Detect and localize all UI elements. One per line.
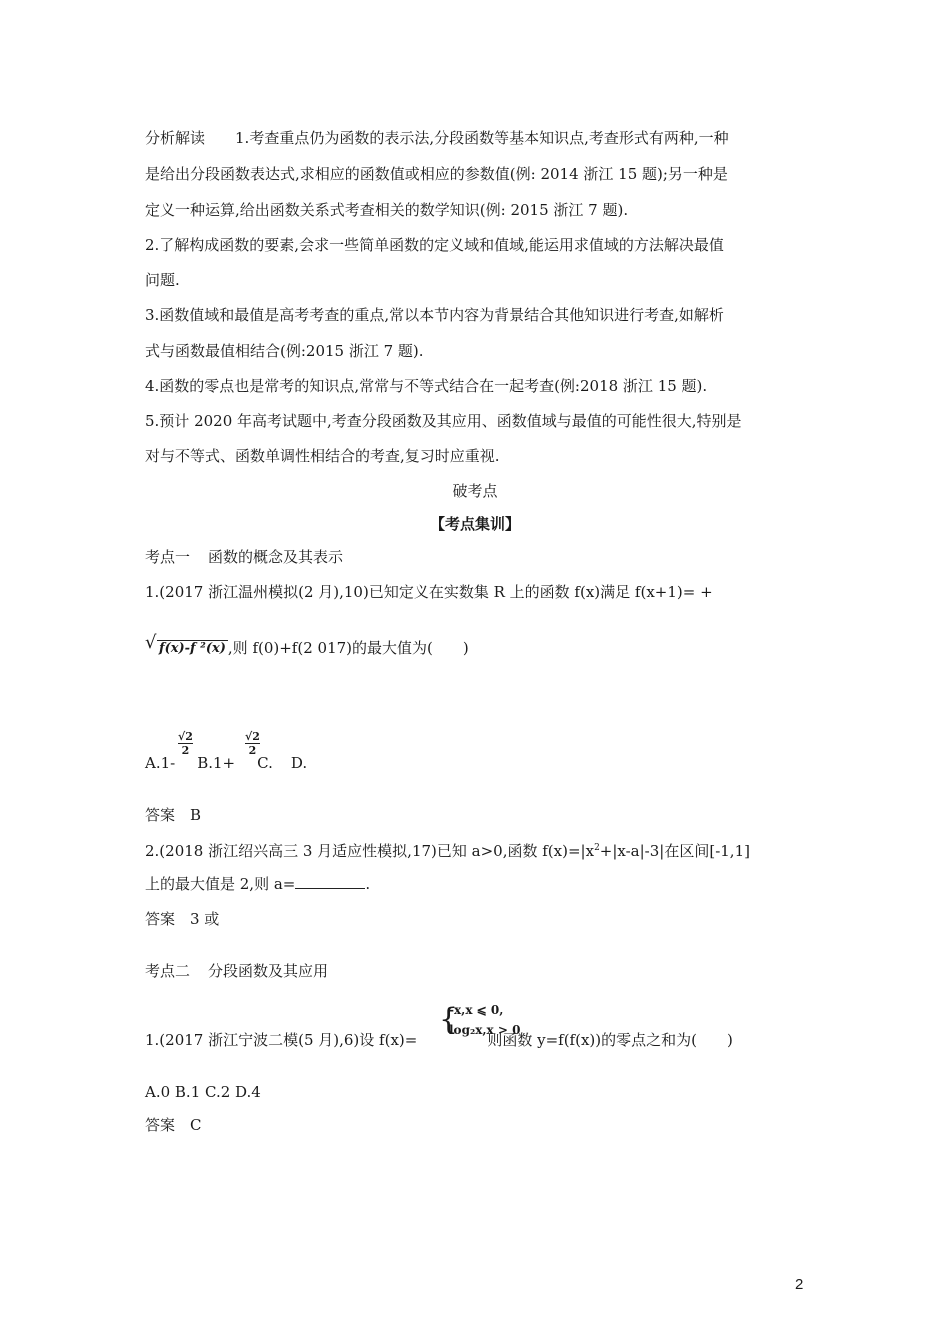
answer: 答案 3 或	[145, 910, 220, 928]
analysis-line: 定义一种运算,给出函数关系式考查相关的数学知识(例: 2015 浙江 7 题).	[145, 201, 629, 219]
analysis-label: 分析解读	[145, 129, 206, 147]
topic-name: 函数的概念及其表示	[208, 548, 344, 566]
fraction-a: $\frac{√2}{2}$	[178, 730, 193, 757]
topic-number: 考点二	[145, 962, 191, 980]
choices-row	[145, 753, 307, 773]
analysis-line: 2.了解构成函数的要素,会求一些简单函数的定义域和值域,能运用求值域的方法解决最值	[145, 236, 724, 254]
fraction-b: $\frac{√2}{2}$	[245, 730, 260, 757]
choice-c: C.	[257, 754, 273, 772]
sqrt-formula: √ f(x)-f ²(x)	[145, 632, 226, 656]
analysis-line: 式与函数最值相结合(例:2015 浙江 7 题).	[145, 342, 424, 360]
section-title: 破考点	[452, 482, 498, 500]
topic-name: 分段函数及其应用	[208, 962, 329, 980]
analysis-line: 3.函数值域和最值是高考考查的重点,常以本节内容为背景结合其他知识进行考查,如解析	[145, 306, 724, 324]
answer-blank	[295, 874, 365, 889]
piece-bottom: log₂x,x > 0	[449, 1023, 521, 1037]
question-text-line2	[145, 632, 469, 659]
analysis-line: 是给出分段函数表达式,求相应的函数值或相应的参数值(例: 2014 浙江 15 题);另一种是	[145, 165, 728, 183]
answer: 答案 B	[145, 806, 202, 824]
choice-a: A.1-	[145, 754, 176, 772]
question-text-line2: 上的最大值是 2,则 a= .	[145, 875, 371, 893]
analysis-paragraph-1	[145, 128, 729, 148]
page-number: 2	[795, 1276, 804, 1293]
question-text: ,则 f(0)+f(2 017)的最大值为( )	[227, 639, 469, 657]
analysis-line: 4.函数的零点也是常考的知识点,常常与不等式结合在一起考查(例:2018 浙江 15 题).	[145, 377, 708, 395]
analysis-line: 5.预计 2020 年高考试题中,考查分段函数及其应用、函数值域与最值的可能性很大,特别是	[145, 412, 742, 430]
topic1-title	[145, 547, 343, 567]
radical-sign-icon: √	[145, 632, 157, 653]
piece-top: -x,x ⩽ 0,	[449, 1003, 504, 1017]
brace-icon: {	[439, 1002, 459, 1037]
analysis-line: 问题.	[145, 271, 180, 289]
question-text: 1.(2017 浙江宁波二模(5 月),6)设 f(x)= 则函数 y=f(f(x))的零点之和为( )	[145, 1031, 733, 1049]
analysis-line: 1.考查重点仍为函数的表示法,分段函数等基本知识点,考查形式有两种,一种	[235, 129, 729, 147]
choice-b: B.1+	[197, 754, 236, 772]
question-text: 2.(2018 浙江绍兴高三 3 月适应性模拟,17)已知 a>0,函数 $f(x)=|x^2+|x-a|-3|$在区间[-1,1]	[145, 842, 750, 860]
topic2-title	[145, 961, 328, 981]
analysis-line: 对与不等式、函数单调性相结合的考查,复习时应重视.	[145, 447, 500, 465]
subsection-title: 【考点集训】	[429, 515, 520, 533]
choice-d: D.	[290, 754, 308, 772]
topic-number: 考点一	[145, 548, 191, 566]
choices-row: A.0 B.1 C.2 D.4	[145, 1083, 261, 1101]
question-text: 1.(2017 浙江温州模拟(2 月),10)已知定义在实数集 R 上的函数 f(x)满足 f(x+1)= +	[145, 583, 713, 601]
answer: 答案 C	[145, 1116, 202, 1134]
